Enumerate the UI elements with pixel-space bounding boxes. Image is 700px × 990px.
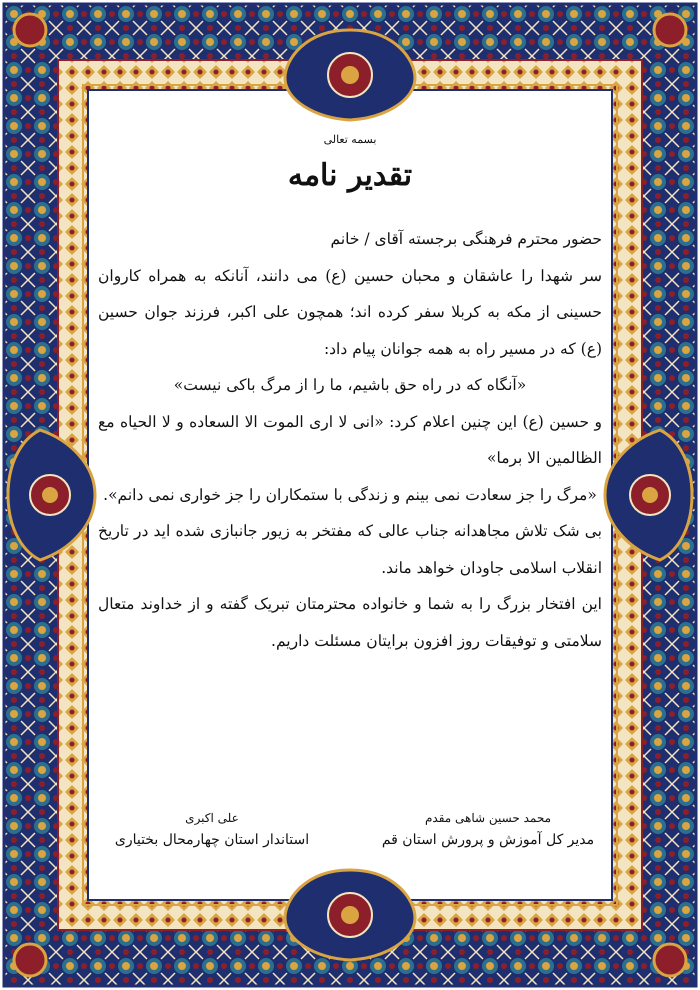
certificate-body — [92, 221, 608, 659]
signatures — [92, 807, 608, 887]
signature-block-left — [92, 807, 332, 851]
quote-2: «مرگ را جز سعادت نمی بینم و زندگی با ستمکاران را جز خواری نمی دانم». — [103, 485, 597, 504]
signer-name: محمد حسین شاهی مقدم — [425, 811, 551, 825]
certificate-title: تقدیر نامه — [287, 158, 413, 193]
paragraph-4: این افتخار بزرگ را به شما و خانواده محترمتان تبریک گفته و از خداوند متعال سلامتی و توفیقات روز افزون برایتان مسئلت داریم. — [98, 595, 602, 650]
paragraph-1: سر شهدا را عاشقان و محبان حسین (ع) می دانند، آنانکه به همراه کاروان حسینی از مکه به کربلا سفر کرده اند؛ همچون علی اکبر، فرزند جوان حسین (ع) که در مسیر راه به همه جوانان پیام داد: — [98, 266, 602, 358]
paragraph-2: و حسین (ع) این چنین اعلام کرد: «انی لا اری الموت الا السعاده و لا الحیاه مع الظالمین الا برما» — [98, 412, 602, 467]
signature-block-right — [368, 807, 608, 851]
signer-name: علی اکبری — [185, 811, 239, 825]
salutation: حضور محترم فرهنگی برجسته آقای / خانم — [330, 230, 602, 248]
bismillah-heading: بسمه تعالی — [323, 133, 377, 146]
certificate-page — [92, 95, 608, 895]
signer-title: مدیر کل آموزش و پرورش استان قم — [381, 832, 595, 848]
quote-1: «آنگاه که در راه حق باشیم، ما را از مرگ باکی نیست» — [173, 376, 527, 394]
paragraph-3: بی شک تلاش مجاهدانه جناب عالی که مفتخر به زیور جانبازی شده اید در تاریخ انقلاب اسلامی جاودان خواهد ماند. — [98, 522, 602, 577]
signer-title: استاندار استان چهارمحال بختیاری — [114, 832, 310, 848]
